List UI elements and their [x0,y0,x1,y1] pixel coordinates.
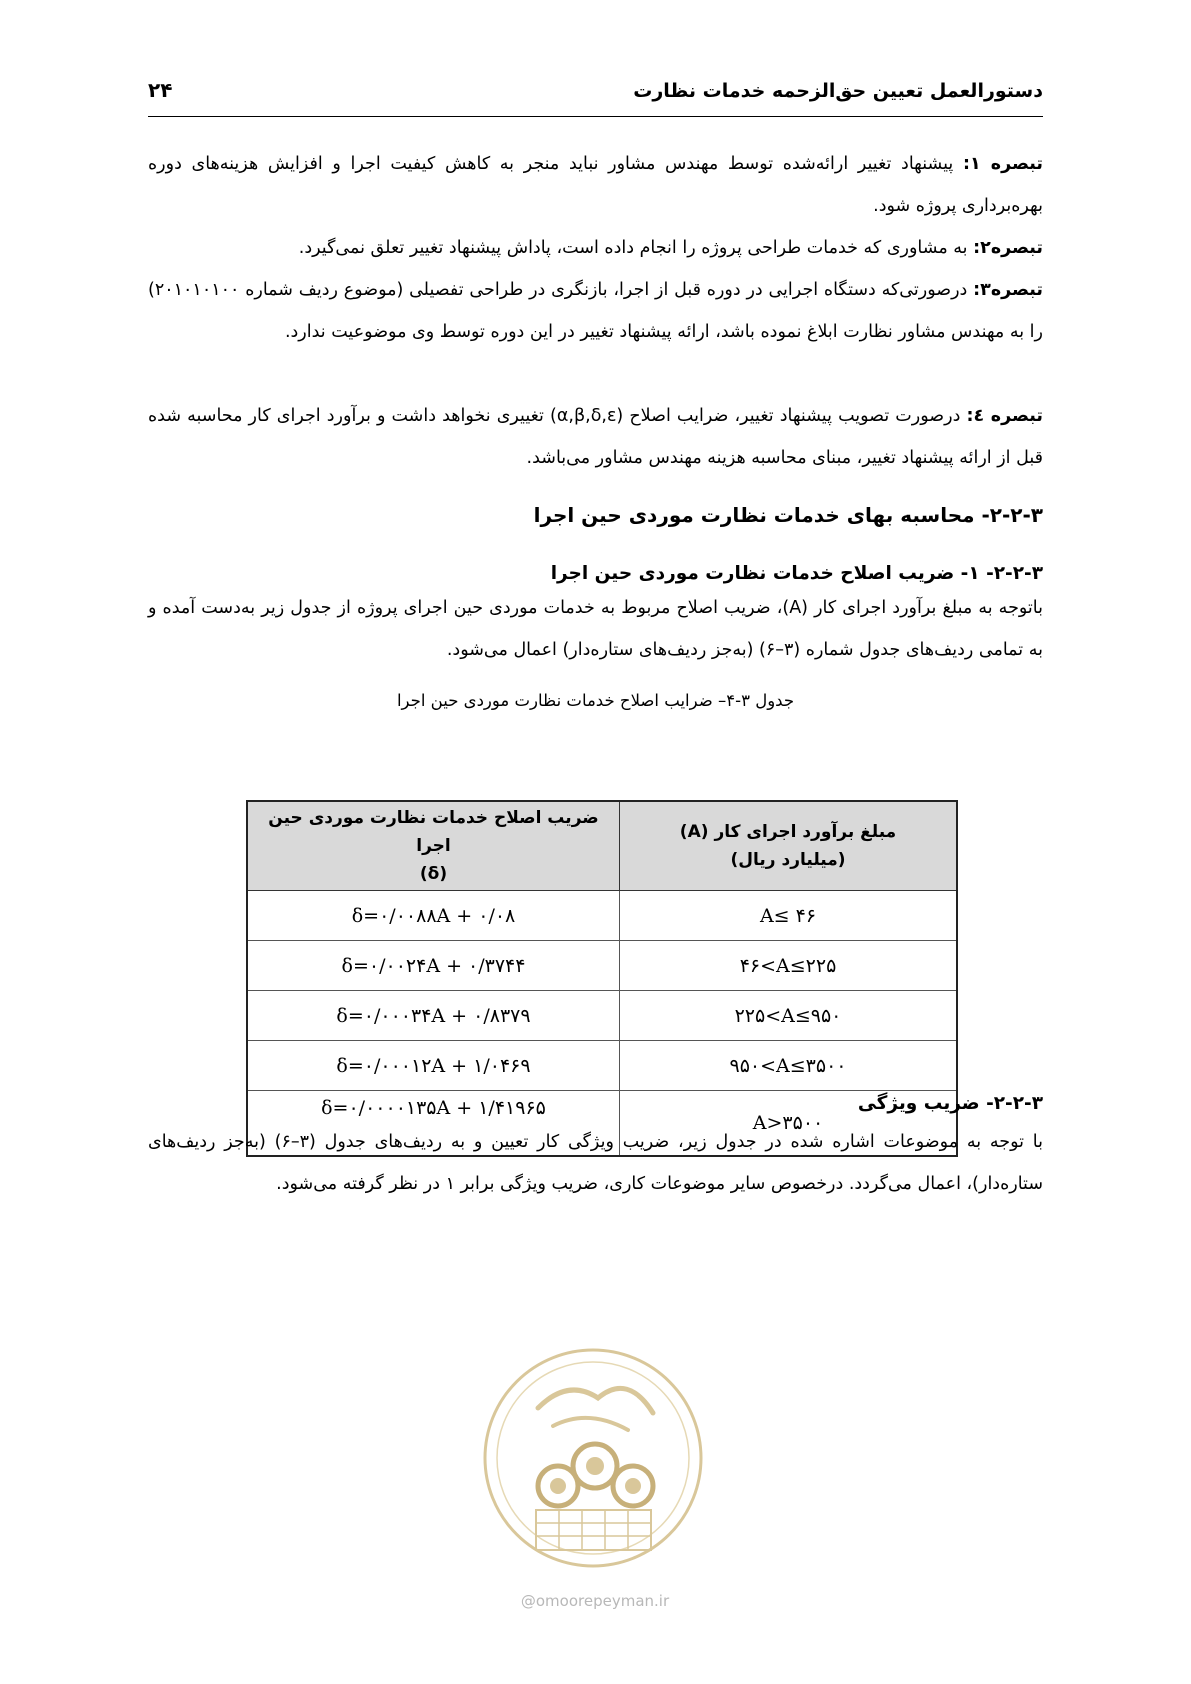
header-coefficient-line1: ضریب اصلاح خدمات نظارت موردی حین اجرا [268,808,599,856]
subsection-paragraph-1: باتوجه به مبلغ برآورد اجرای کار (A)، ضریب اصلاح مربوط به خدمات موردی حین اجرای پروژه از جدول زیر به‌دست آمده و به تمامی ردیف‌های جدول شماره (۳–۶) (به‌جز ردیف‌های ستاره‌دار) اعمال می‌شود. [148,598,1043,660]
page-header [148,76,1043,117]
watermark-logo [478,1338,708,1578]
formula-cell: δ=۰/۰۰۰۳۴A + ۰/۸۳۷۹ [336,1004,531,1027]
note-text: به مشاوری که خدمات طراحی پروژه را انجام داده است، پاداش پیشنهاد تغییر تعلق نمی‌گیرد. [298,238,974,258]
header-amount [620,801,958,891]
range-cell: A≤ ۴۶ [759,904,817,927]
range-cell: ۴۶<A≤۲۲۵ [739,954,837,977]
formula-cell: δ=۰/۰۰۲۴A + ۰/۳۷۴۴ [341,954,526,977]
formula-cell: δ=۰/۰۰۸۸A + ۰/۰۸ [351,904,516,927]
formula-cell: δ=۰/۰۰۰۱۲A + ۱/۰۴۶۹ [336,1054,531,1077]
table-caption: جدول ۳-۴– ضرایب اصلاح خدمات نظارت موردی حین اجرا [396,691,795,710]
subsection-paragraph-2: با توجه به موضوعات اشاره شده در جدول زیر، ضریب ویژگی کار تعیین و به ردیف‌های جدول (۳–۶) (به‌جز ردیف‌های ستاره‌دار)، اعمال می‌گردد. درخصوص سایر موضوعات کاری، ضریب ویژگی برابر ۱ در نظر گرفته می‌شود. [148,1132,1043,1194]
table-row [247,891,957,941]
range-cell: ۹۵۰<A≤۳۵۰۰ [729,1054,847,1077]
correction-coefficient-table [246,800,958,1157]
note-text: پیشنهاد تغییر ارائه‌شده توسط مهندس مشاور نباید منجر به کاهش کیفیت اجرا و افزایش هزینه‌های دوره بهره‌برداری پروژه شود. [148,154,1043,216]
header-title: دستورالعمل تعیین حق‌الزحمه خدمات نظارت [633,80,1043,102]
page-number: ۲۴ [148,78,173,102]
table-header-row [247,801,957,891]
section-heading: ۲-۲-۳- محاسبه بهای خدمات نظارت موردی حین اجرا [533,503,1043,527]
header-coefficient [247,801,620,891]
formula-cell: δ=۰/۰۰۰۰۱۳۵A + ۱/۴۱۹۶۵ [321,1097,546,1119]
header-coefficient-line2: (δ) [419,864,448,884]
table-row [247,941,957,991]
subsection-heading-1: ۲-۲-۳- ۱- ضریب اصلاح خدمات نظارت موردی حین اجرا [550,563,1043,584]
table-row [247,1041,957,1091]
range-cell: ۲۲۵<A≤۹۵۰ [734,1004,842,1027]
note-2 [148,227,1043,269]
note-label: تبصره ۱: [962,154,1043,174]
note-label: تبصره۳: [973,280,1043,300]
range-cell: A>۳۵۰۰ [752,1112,824,1134]
note-3 [148,269,1043,353]
note-label: تبصره۲: [973,238,1043,258]
note-text: درصورتی‌که دستگاه اجرایی در دوره قبل از اجرا، بازنگری در طراحی تفصیلی (موضوع ردیف شماره ۲۰۱۰۱۰۱۰۰) را به مهندس مشاور نظارت ابلاغ نموده باشد، ارائه پیشنهاد تغییر در این دوره توسط وی موضوعیت ندارد. [148,280,1043,342]
note-text: درصورت تصویب پیشنهاد تغییر، ضرایب اصلاح (α,β,δ,ε) تغییری نخواهد داشت و برآورد اجرای کار محاسبه شده قبل از ارائه پیشنهاد تغییر، مبنای محاسبه هزینه مهندس مشاور می‌باشد. [148,406,1043,468]
note-4 [148,395,1043,479]
note-label: تبصره ٤: [966,406,1043,426]
subsection-heading-2: ۲-۲-۳- ضریب ویژگی [857,1093,1043,1114]
note-1 [148,143,1043,227]
table-row [247,991,957,1041]
header-amount-line1: مبلغ برآورد اجرای کار (A) [679,822,897,842]
header-amount-line2: (میلیارد ریال) [730,850,846,870]
watermark-text: @omoorepeyman.ir [520,1592,670,1610]
